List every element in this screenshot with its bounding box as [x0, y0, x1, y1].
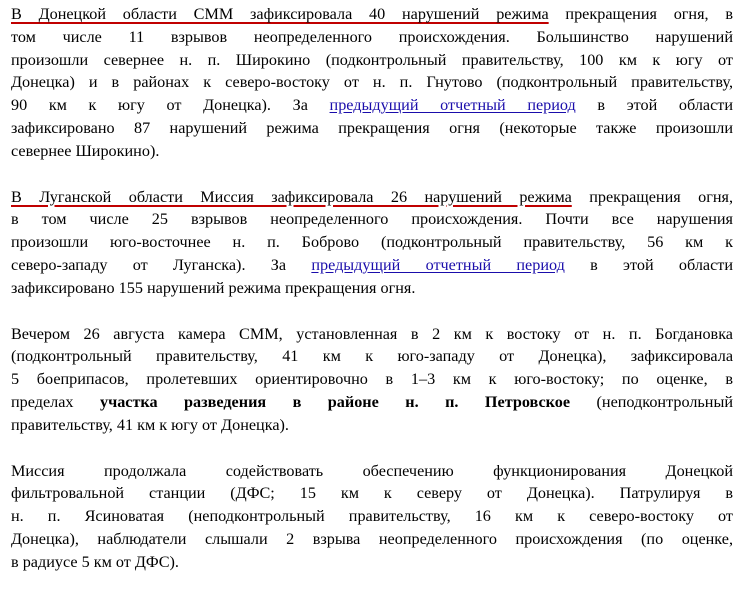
text-line: северо-западу от Луганска). За предыдущий отчетный период в этой области	[11, 255, 733, 274]
text-line: Вечером 26 августа камера СММ, установленная в 2 км к востоку от н. п. Богдановка	[11, 324, 733, 343]
text-line: в том числе 25 взрывов неопределенного происхождения. Почти все нарушения	[11, 210, 733, 229]
text-line: зафиксировано 155 нарушений режима прекращения огня.	[11, 278, 416, 297]
text-line: В Луганской области Миссия зафиксировала 26 нарушений режима прекращения огня,	[11, 187, 733, 206]
text-line: произошли севернее н. п. Широкино (подконтрольный правительству, 100 км к югу от	[11, 50, 733, 69]
text-line: пределах участка разведения в районе н. п. Петровское (неподконтрольный	[11, 392, 733, 411]
text-line: зафиксировано 87 нарушений режима прекращения огня (некоторые также произошли	[11, 118, 733, 137]
text-line: севернее Широкино).	[11, 141, 160, 160]
text-line: 90 км к югу от Донецка). За предыдущий отчетный период в этой области	[11, 96, 733, 115]
text-line: в радиусе 5 км от ДФС).	[11, 552, 179, 571]
previous-period-link[interactable]: предыдущий отчетный период	[329, 96, 576, 115]
text-line: Донецка), наблюдатели слышали 2 взрыва неопределенного происхождения (по оценке,	[11, 529, 733, 548]
paragraph-dfs-station	[11, 460, 733, 574]
paragraph-bohdanivka-camera	[11, 323, 733, 437]
text-line: Донецка) и в районах к северо-востоку от н. п. Гнутово (подконтрольный правительству,	[11, 73, 733, 92]
text-line: 5 боеприпасов, пролетевших ориентировочно в 1–3 км к юго-востоку; по оценке, в	[11, 370, 733, 389]
text-line: (подконтрольный правительству, 41 км к юго-западу от Донецка), зафиксировала	[11, 347, 733, 366]
report-document	[11, 3, 733, 597]
highlighted-lead: В Луганской области Миссия зафиксировала 26 нарушений режима	[11, 187, 572, 206]
text-line: правительству, 41 км к югу от Донецка).	[11, 415, 289, 434]
text-line: Миссия продолжала содействовать обеспечению функционирования Донецкой	[11, 461, 733, 480]
bold-phrase: участка разведения в районе н. п. Петровское	[99, 392, 571, 411]
highlighted-lead: В Донецкой области СММ зафиксировала 40 нарушений режима	[11, 5, 549, 23]
previous-period-link[interactable]: предыдущий отчетный период	[311, 255, 565, 274]
text-line: произошли юго-восточнее н. п. Боброво (подконтрольный правительству, 56 км к	[11, 233, 733, 252]
text-line: н. п. Ясиноватая (неподконтрольный правительству, 16 км к северо-востоку от	[11, 507, 733, 526]
paragraph-luhansk-region	[11, 186, 733, 300]
text-line: фильтровальной станции (ДФС; 15 км к северу от Донецка). Патрулируя в	[11, 484, 733, 503]
paragraph-donetsk-region	[11, 3, 733, 163]
text-line: том числе 11 взрывов неопределенного происхождения. Большинство нарушений	[11, 27, 733, 46]
text-line: В Донецкой области СММ зафиксировала 40 нарушений режима прекращения огня, в	[11, 5, 733, 23]
